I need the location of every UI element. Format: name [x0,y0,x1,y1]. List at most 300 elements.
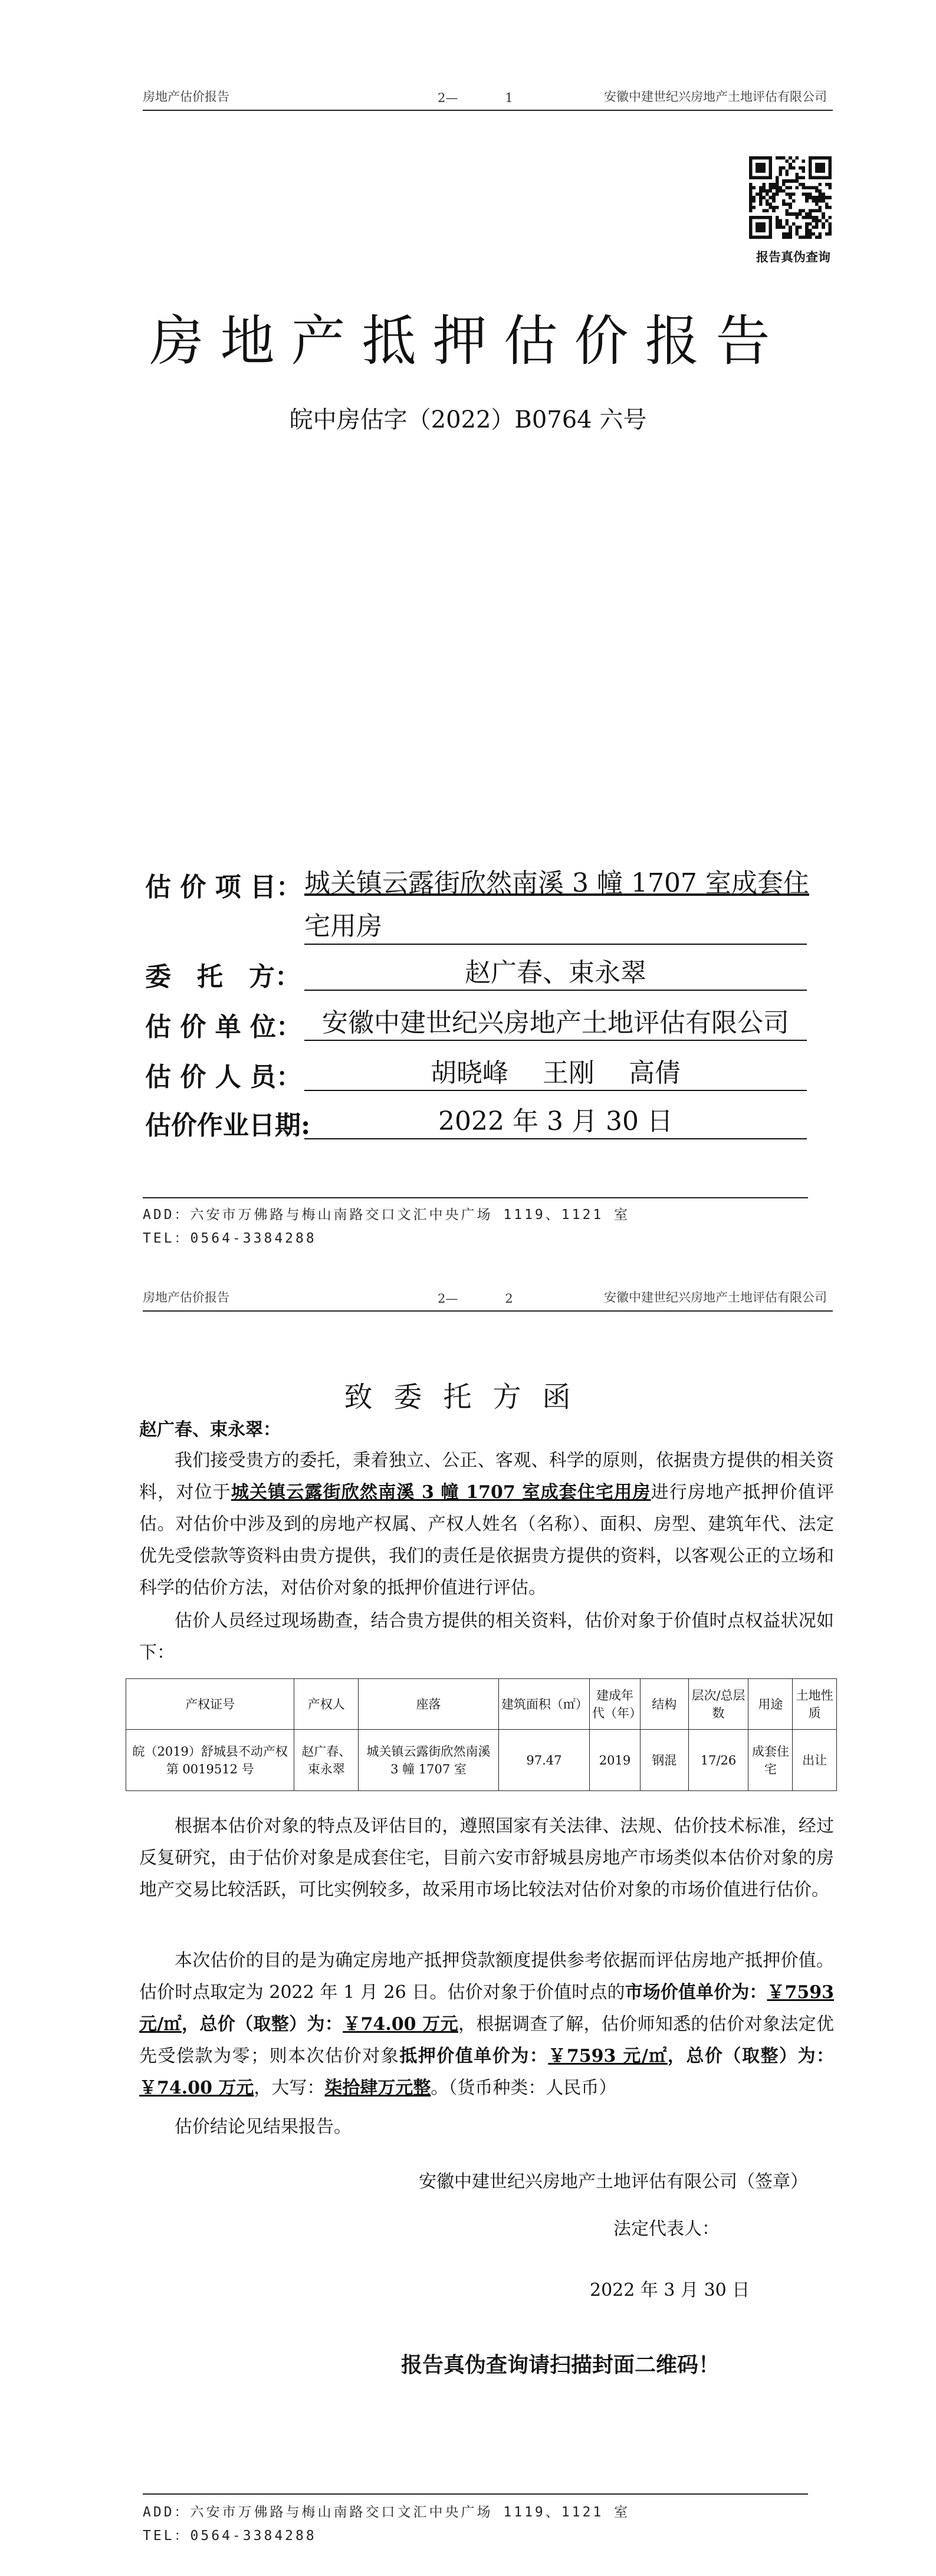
qr-module [819,169,822,173]
qr-module [749,206,753,209]
qr-module [766,199,769,203]
qr-module [815,176,819,180]
qr-module [809,156,812,160]
qr-module [749,232,753,236]
qr-module [753,235,756,239]
qr-module [786,173,789,176]
qr-module [779,222,782,226]
qr-module [802,169,806,173]
qr-module [779,166,782,170]
qr-module [749,209,753,213]
qr-module [756,169,759,173]
qr-module [769,183,773,186]
qr-module [749,176,753,180]
qr-module [819,209,822,213]
qr-module [753,206,756,209]
qr-module [809,193,812,196]
qr-module [828,196,832,199]
qr-module [786,169,789,173]
table-cell: 97.47 [498,1730,589,1791]
qr-module [795,216,799,219]
qr-module [766,235,769,239]
qr-module [795,173,799,176]
qr-module [769,186,773,189]
qr-module [825,219,829,222]
qr-module [799,235,802,239]
qr-module [828,232,832,236]
qr-module [809,196,812,199]
qr-module [815,235,819,239]
qr-module [795,156,799,160]
qr-code-icon[interactable] [749,156,832,239]
qr-module [809,209,812,213]
qr-module [776,219,779,222]
qr-module [786,179,789,183]
p1-text-a: 我们接受贵方的委托，秉着独立、公正、客观、科学的原则，依据贵方提供的相关资料，对位于 [139,1450,834,1503]
table-header-cell: 建成年代（年） [589,1679,640,1730]
qr-module [809,216,812,219]
qr-module [772,193,776,196]
qr-module [753,176,756,180]
header-page-prefix: 2— [438,91,458,105]
qr-module [812,156,815,160]
header-report-name: 房地产估价报告 [143,90,229,104]
qr-module [789,193,792,196]
qr-module [815,222,819,226]
qr-module [749,193,753,196]
header-page-number [438,1292,556,1306]
qr-module [815,209,819,213]
qr-module [782,189,786,193]
qr-module [776,156,779,160]
qr-module [762,183,766,186]
footer-divider [143,2493,808,2495]
qr-module [762,186,766,189]
qr-module [779,156,782,160]
qr-module [759,229,763,232]
qr-module [789,226,792,229]
qr-module [815,199,819,203]
qr-module [749,199,753,203]
qr-module [819,193,822,196]
qr-module [766,176,769,180]
qr-module [809,212,812,216]
table-cell: 赵广春、束永翠 [294,1730,359,1791]
qr-module [819,163,822,166]
qr-module [776,183,779,186]
qr-module [769,156,773,160]
qr-module [759,235,763,239]
qr-module [825,196,829,199]
qr-module [749,229,753,232]
qr-module [789,186,792,189]
footer-tel: TEL：0564-3384288 [143,2528,317,2544]
qr-module [776,222,779,226]
qr-module [756,216,759,219]
qr-module [769,173,773,176]
appraiser-value: 胡晓峰 王刚 高倩 [304,1056,807,1091]
qr-module [786,186,789,189]
qr-module [772,186,776,189]
qr-module [766,216,769,219]
qr-module [786,212,789,216]
table-cell: 成套住宅 [748,1730,793,1791]
qr-module [756,226,759,229]
qr-module [819,196,822,199]
qr-module [822,216,825,219]
qr-module [789,206,792,209]
qr-module [749,186,753,189]
client-value: 赵广春、束永翠 [304,955,807,991]
firm-label: 估 价 单 位： [145,1012,302,1042]
qr-module [795,186,799,189]
qr-module [812,196,815,199]
qr-module [762,226,766,229]
qr-module [759,216,763,219]
qr-module [825,232,829,236]
qr-module [759,202,763,206]
qr-module [786,193,789,196]
qr-module [819,219,822,222]
qr-module [759,186,763,189]
qr-module [776,226,779,229]
qr-module [786,202,789,206]
qr-module [772,196,776,199]
qr-module [825,156,829,160]
qr-module [756,166,759,170]
paragraph-5: 估价结论见结果报告。 [175,2117,352,2137]
qr-module [822,226,825,229]
letter-title: 致委托方函 [344,1381,592,1414]
qr-module [769,229,773,232]
qr-module [805,193,809,196]
qr-module [815,163,819,166]
qr-module [809,163,812,166]
p4-text: ，根据调查了解，估价师知悉的估价对象法定优先受偿款为零；则本次估价对象 [139,2014,835,2066]
qr-module [795,232,799,236]
qr-module [789,229,792,232]
qr-module [812,209,815,213]
qr-module [769,176,773,180]
qr-module [805,196,809,199]
qr-module [766,209,769,213]
qr-module [799,209,802,213]
qr-module [815,156,819,160]
qr-module [789,212,792,216]
qr-module [762,163,766,166]
qr-module [792,166,796,170]
mortgage-total-label: ，总价（取整）为： [667,2046,835,2066]
qr-module [786,232,789,236]
qr-module [749,183,753,186]
header-company: 安徽中建世纪兴房地产土地评估有限公司 [604,1290,827,1305]
qr-module [779,186,782,189]
qr-module [802,176,806,180]
qr-module [762,156,766,160]
qr-module [802,209,806,213]
signature-company: 安徽中建世纪兴房地产土地评估有限公司（签章） [419,2171,808,2192]
qr-module [815,196,819,199]
p4-text: 。（货币种类：人民币） [431,2078,617,2098]
date-value: 2022 年 3 月 30 日 [304,1104,807,1139]
qr-module [805,229,809,232]
qr-module [766,202,769,206]
qr-module [819,156,822,160]
qr-module [749,216,753,219]
qr-module [828,176,832,180]
qr-module [762,235,766,239]
qr-module [789,179,792,183]
qr-module [819,232,822,236]
qr-module [756,193,759,196]
qr-module [802,193,806,196]
qr-module [756,222,759,226]
mortgage-total-price: ￥74.00 万元 [139,2078,254,2098]
qr-module [782,156,786,160]
qr-module [819,166,822,170]
qr-module [822,199,825,203]
qr-module [802,160,806,163]
footer-address: ADD：六安市万佛路与梅山南路交口文汇中央广场 1119、1121 室 [143,1207,630,1223]
qr-module [756,229,759,232]
qr-module [779,189,782,193]
report-number: 皖中房估字（2022）B0764 六号 [289,406,647,433]
qr-module [772,199,776,203]
qr-module [776,206,779,209]
qr-module [749,202,753,206]
qr-module [825,206,829,209]
paragraph-4 [139,1945,834,2104]
qr-module [828,163,832,166]
qr-module [819,189,822,193]
signature-representative: 法定代表人： [613,2219,720,2239]
property-table [126,1678,837,1791]
qr-module [759,222,763,226]
qr-module [812,226,815,229]
qr-module [795,212,799,216]
table-header-cell: 座落 [359,1679,499,1730]
qr-module [828,226,832,229]
qr-module [828,169,832,173]
qr-module [805,216,809,219]
qr-module [749,219,753,222]
qr-module [782,183,786,186]
qr-module [822,163,825,166]
paragraph-3: 根据本估价对象的特点及评估目的，遵照国家有关法律、法规、估价技术标准，经过反复研究，由于估价对象是成套住宅，目前六安市舒城县房地产市场类似本估价对象的房地产交易比较活跃，可比实例较多，故采用市场比较法对估价对象的市场价值进行估价。 [139,1816,834,1900]
qr-module [756,163,759,166]
qr-module [802,166,806,170]
qr-module [789,163,792,166]
qr-module [749,160,753,163]
table-cell: 皖（2019）舒城县不动产权第 0019512 号 [126,1730,294,1791]
market-total-label: ，总价（取整）为： [182,2014,343,2035]
mortgage-unit-price: ￥7593 元/㎡ [548,2046,668,2066]
qr-module [809,166,812,170]
qr-module [828,206,832,209]
qr-module [815,189,819,193]
qr-module [812,232,815,236]
salutation: 赵广春、束永翠： [139,1420,281,1440]
qr-module [819,183,822,186]
qr-module [786,160,789,163]
qr-module [819,199,822,203]
qr-module [822,176,825,180]
qr-module [782,179,786,183]
appraiser-label: 估 价 人 员： [145,1062,302,1092]
qr-module [759,196,763,199]
qr-module [759,226,763,229]
qr-module [762,229,766,232]
qr-module [756,235,759,239]
qr-module [762,196,766,199]
footer-address-block [143,1203,630,1250]
qr-module [805,199,809,203]
qr-module [799,212,802,216]
qr-module [809,235,812,239]
qr-module [786,235,789,239]
qr-module [769,216,773,219]
table-header-cell: 产权人 [294,1679,359,1730]
footer-address: ADD：六安市万佛路与梅山南路交口文汇中央广场 1119、1121 室 [143,2505,630,2520]
paragraph-2: 估价人员经过现场勘查，结合贵方提供的相关资料，估价对象于价值时点权益状况如下： [139,1611,834,1663]
qr-module [802,235,806,239]
p4-text: 本次估价的目的是为确定房地产抵押贷款额度提供参考依据而评估房地产抵押价值。估价时点取定为 2022 年 1 月 26 日。估价对象于价值时点的 [139,1950,834,2003]
qr-module [769,219,773,222]
qr-module [749,226,753,229]
qr-module [779,219,782,222]
qr-module [779,169,782,173]
market-unit-label: 市场价值单价为： [625,1982,767,2003]
project-value: 城关镇云露街欣然南溪 3 幢 1707 室成套住 [304,868,809,898]
qr-module [749,196,753,199]
qr-module [769,206,773,209]
qr-module [819,206,822,209]
qr-module [786,219,789,222]
qr-module [769,196,773,199]
table-cell: 钢混 [641,1730,689,1791]
header-company: 安徽中建世纪兴房地产土地评估有限公司 [604,90,827,104]
qr-module [789,156,792,160]
qr-module [809,160,812,163]
qr-module [812,219,815,222]
qr-module [782,226,786,229]
qr-module [762,166,766,170]
qr-module [753,186,756,189]
qr-module [809,169,812,173]
qr-module [809,232,812,236]
qr-module [789,232,792,236]
qr-module [819,176,822,180]
firm-value: 安徽中建世纪兴房地产土地评估有限公司 [304,1006,807,1041]
header-page-prefix: 2— [438,1292,458,1306]
qr-module [749,169,753,173]
qr-module [749,222,753,226]
qr-module [769,202,773,206]
market-unit-price: ￥7593 元/㎡ [139,1982,835,2035]
qr-module [828,216,832,219]
table-cell: 出让 [793,1730,837,1791]
qr-module [799,226,802,229]
mortgage-unit-label: 抵押价值单价为： [399,2046,549,2066]
table-header-cell: 建筑面积（㎡） [498,1679,589,1730]
qr-module [802,216,806,219]
qr-module [762,189,766,193]
qr-module [749,163,753,166]
qr-module [822,166,825,170]
qr-module [769,232,773,236]
qr-module [795,179,799,183]
qr-module [822,222,825,226]
qr-module [789,166,792,170]
qr-module [812,176,815,180]
qr-module [759,166,763,170]
qr-module [802,183,806,186]
qr-module [762,176,766,180]
qr-module [756,176,759,180]
table-cell: 17/26 [688,1730,748,1791]
header-page-index: 1 [505,91,513,105]
qr-module [812,199,815,203]
qr-module [772,183,776,186]
qr-module [776,189,779,193]
qr-module [769,222,773,226]
qr-module [766,193,769,196]
qr-module [776,186,779,189]
qr-module [819,235,822,239]
qr-module [782,235,786,239]
qr-module [828,186,832,189]
qr-module [805,235,809,239]
qr-module [782,232,786,236]
qr-module [776,176,779,180]
qr-module [759,193,763,196]
footer-tel: TEL：0564-3384288 [143,1231,317,1246]
qr-module [815,169,819,173]
qr-module [769,235,773,239]
qr-module [792,193,796,196]
qr-module [815,186,819,189]
signature-date: 2022 年 3 月 30 日 [590,2280,750,2301]
project-label: 估 价 项 目： [145,872,302,902]
qr-module [822,196,825,199]
header-page-number [438,91,556,105]
table-header-cell: 产权证号 [126,1679,294,1730]
qr-module [805,232,809,236]
verification-note: 报告真伪查询请扫描封面二维码！ [401,2352,720,2377]
qr-module [815,166,819,170]
qr-module [776,216,779,219]
qr-module [789,196,792,199]
qr-module [825,202,829,206]
qr-module [782,166,786,170]
table-header-cell: 结构 [641,1679,689,1730]
mortgage-total-words: 柒拾肆万元整 [324,2078,431,2098]
qr-module [762,216,766,219]
qr-module [769,160,773,163]
page-header [143,88,833,111]
qr-module [759,199,763,203]
qr-module [792,222,796,226]
footer-address-block [143,2501,630,2548]
qr-module [759,169,763,173]
qr-module [779,173,782,176]
qr-module [792,212,796,216]
qr-module [769,166,773,170]
qr-module [828,160,832,163]
qr-module [822,156,825,160]
table-header-cell: 层次/总层数 [688,1679,748,1730]
qr-module [772,209,776,213]
